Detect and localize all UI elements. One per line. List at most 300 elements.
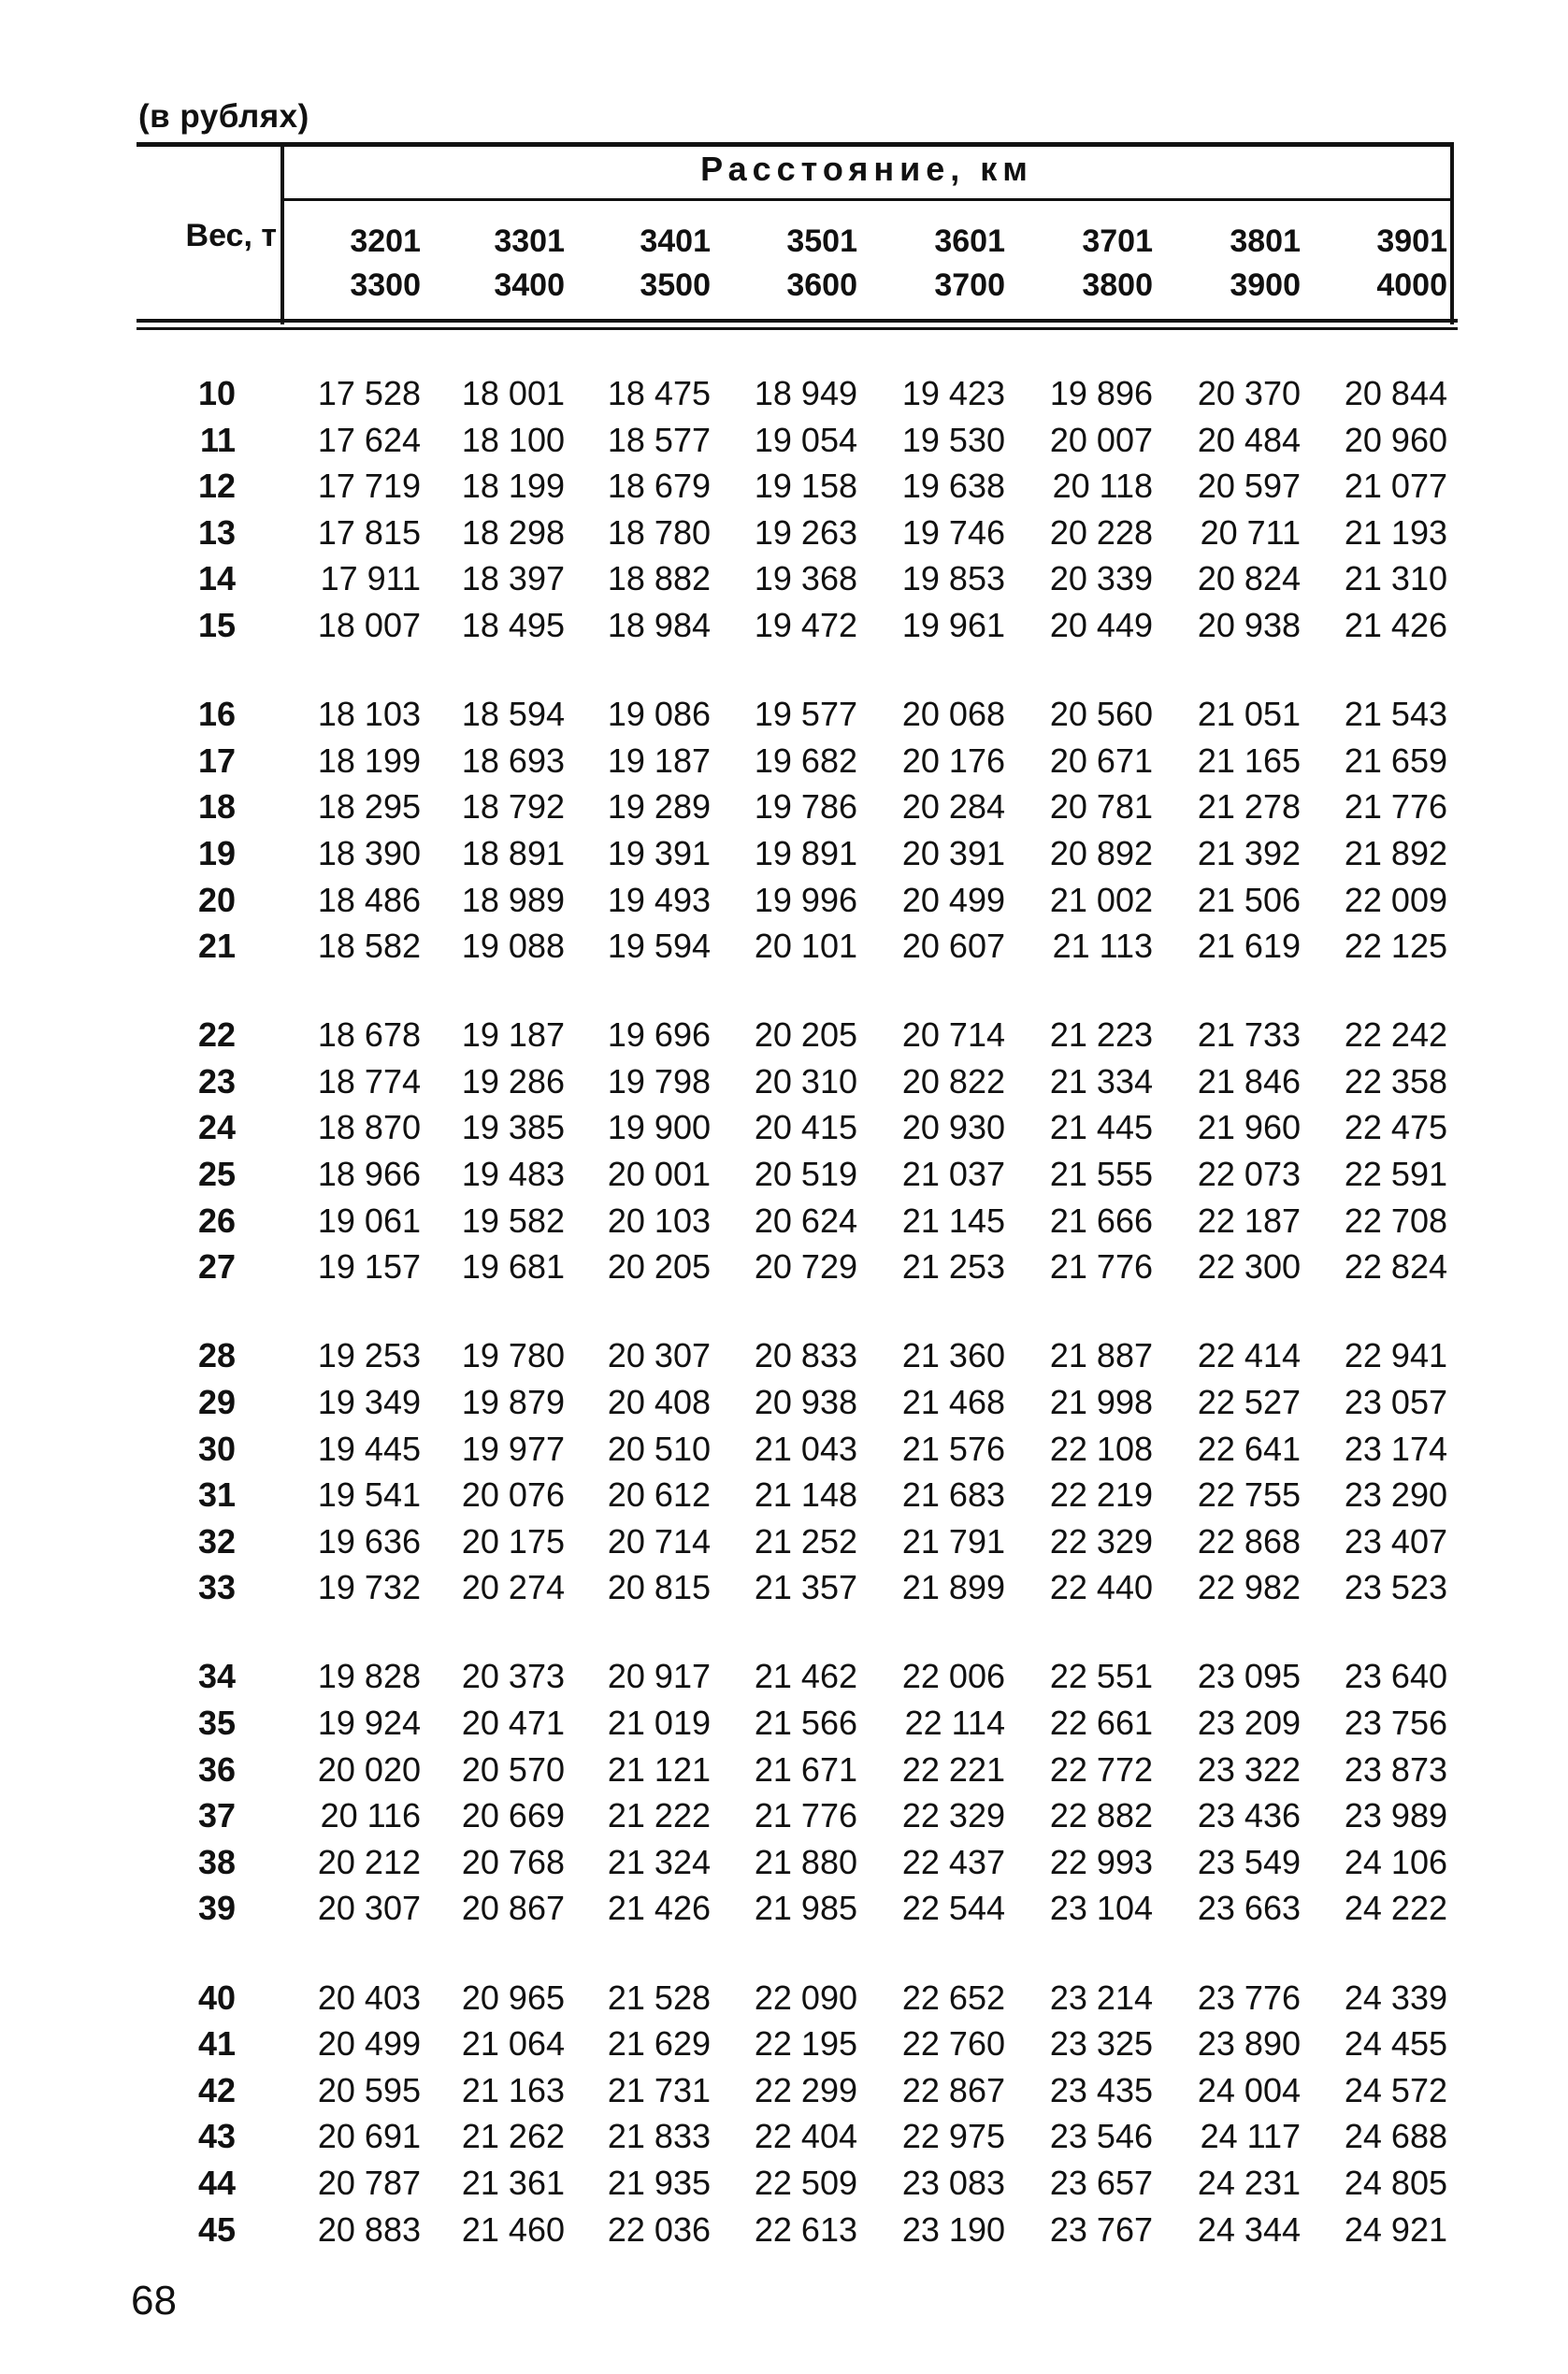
price-cell: 19 896 bbox=[1049, 374, 1153, 412]
price-cell: 22 125 bbox=[1344, 927, 1447, 966]
price-cell: 23 083 bbox=[901, 2163, 1005, 2202]
price-cell: 21 892 bbox=[1344, 833, 1447, 872]
price-cell: 20 714 bbox=[607, 1521, 711, 1561]
price-cell: 20 116 bbox=[320, 1796, 421, 1835]
price-cell: 23 322 bbox=[1197, 1749, 1301, 1789]
price-cell: 22 941 bbox=[1344, 1336, 1447, 1375]
price-cell: 24 222 bbox=[1344, 1889, 1447, 1928]
price-cell: 19 253 bbox=[317, 1336, 421, 1375]
price-cell: 20 510 bbox=[607, 1429, 711, 1468]
price-cell: 21 776 bbox=[1344, 787, 1447, 827]
price-cell: 22 591 bbox=[1344, 1155, 1447, 1193]
price-cell: 20 938 bbox=[1197, 606, 1301, 644]
price-cell: 21 528 bbox=[607, 1978, 711, 2017]
price-cell: 22 090 bbox=[754, 1978, 857, 2017]
price-cell: 20 883 bbox=[317, 2209, 421, 2249]
price-cell: 19 061 bbox=[317, 1201, 421, 1240]
price-cell: 19 349 bbox=[317, 1382, 421, 1421]
price-cell: 21 077 bbox=[1344, 467, 1447, 506]
price-cell: 20 917 bbox=[607, 1657, 711, 1696]
price-cell: 19 961 bbox=[901, 606, 1005, 644]
price-cell: 22 073 bbox=[1197, 1155, 1301, 1193]
price-cell: 23 546 bbox=[1049, 2117, 1153, 2156]
price-cell: 21 880 bbox=[754, 1842, 857, 1881]
price-cell: 21 145 bbox=[901, 1201, 1005, 1240]
price-cell: 20 519 bbox=[754, 1155, 857, 1193]
price-cell: 19 996 bbox=[754, 880, 857, 919]
price-cell: 21 733 bbox=[1197, 1015, 1301, 1055]
price-cell: 20 781 bbox=[1049, 787, 1153, 827]
price-cell: 18 966 bbox=[317, 1155, 421, 1193]
price-cell: 21 935 bbox=[607, 2163, 711, 2202]
price-cell: 21 002 bbox=[1049, 880, 1153, 919]
price-cell: 22 221 bbox=[901, 1749, 1005, 1789]
weight-cell: 43 bbox=[197, 2117, 236, 2156]
price-cell: 21 223 bbox=[1049, 1015, 1153, 1055]
price-cell: 19 187 bbox=[607, 741, 711, 780]
price-cell: 21 360 bbox=[901, 1336, 1005, 1375]
price-cell: 20 370 bbox=[1197, 374, 1301, 412]
weight-cell: 15 bbox=[197, 606, 236, 644]
range-end: 3800 bbox=[1082, 267, 1153, 303]
price-cell: 23 104 bbox=[1049, 1889, 1153, 1928]
price-cell: 20 815 bbox=[607, 1568, 711, 1607]
price-cell: 20 274 bbox=[461, 1568, 565, 1607]
price-cell: 18 199 bbox=[461, 467, 565, 506]
price-cell: 20 212 bbox=[317, 1842, 421, 1881]
price-cell: 19 577 bbox=[754, 695, 857, 734]
price-cell: 23 325 bbox=[1049, 2024, 1153, 2064]
weight-cell: 34 bbox=[197, 1657, 236, 1696]
price-cell: 24 805 bbox=[1344, 2163, 1447, 2202]
price-cell: 18 582 bbox=[317, 927, 421, 966]
price-cell: 21 392 bbox=[1197, 833, 1301, 872]
price-cell: 22 195 bbox=[754, 2024, 857, 2064]
price-cell: 20 671 bbox=[1049, 741, 1153, 780]
price-cell: 19 786 bbox=[754, 787, 857, 827]
price-cell: 22 882 bbox=[1049, 1796, 1153, 1835]
weight-column-header: Вес, т bbox=[185, 218, 277, 253]
price-cell: 21 555 bbox=[1049, 1155, 1153, 1193]
price-cell: 22 036 bbox=[607, 2209, 711, 2249]
price-cell: 18 984 bbox=[607, 606, 711, 644]
weight-cell: 22 bbox=[197, 1015, 236, 1055]
price-cell: 22 755 bbox=[1197, 1475, 1301, 1515]
price-cell: 20 076 bbox=[461, 1475, 565, 1515]
price-cell: 19 423 bbox=[901, 374, 1005, 412]
range-end: 4000 bbox=[1376, 267, 1447, 303]
price-cell: 23 989 bbox=[1344, 1796, 1447, 1835]
price-cell: 23 663 bbox=[1197, 1889, 1301, 1928]
price-cell: 21 619 bbox=[1197, 927, 1301, 966]
price-cell: 23 407 bbox=[1344, 1521, 1447, 1561]
price-cell: 21 222 bbox=[607, 1796, 711, 1835]
price-cell: 21 566 bbox=[754, 1704, 857, 1742]
price-cell: 20 892 bbox=[1049, 833, 1153, 872]
price-cell: 19 088 bbox=[461, 927, 565, 966]
price-cell: 24 344 bbox=[1197, 2209, 1301, 2249]
price-cell: 20 833 bbox=[754, 1336, 857, 1375]
price-cell: 21 776 bbox=[754, 1796, 857, 1835]
price-cell: 21 629 bbox=[607, 2024, 711, 2064]
price-cell: 20 373 bbox=[461, 1657, 565, 1696]
price-cell: 18 103 bbox=[317, 695, 421, 734]
price-cell: 20 103 bbox=[607, 1201, 711, 1240]
distance-header: Расстояние, км bbox=[700, 150, 1033, 188]
price-cell: 20 930 bbox=[901, 1108, 1005, 1147]
price-cell: 23 214 bbox=[1049, 1978, 1153, 2017]
price-cell: 18 594 bbox=[461, 695, 565, 734]
price-cell: 20 624 bbox=[754, 1201, 857, 1240]
weight-cell: 37 bbox=[197, 1796, 236, 1835]
price-cell: 23 640 bbox=[1344, 1657, 1447, 1696]
price-cell: 20 570 bbox=[461, 1749, 565, 1789]
price-cell: 21 163 bbox=[461, 2070, 565, 2109]
price-cell: 22 006 bbox=[901, 1657, 1005, 1696]
price-cell: 18 007 bbox=[317, 606, 421, 644]
price-cell: 22 509 bbox=[754, 2163, 857, 2202]
weight-cell: 41 bbox=[197, 2024, 236, 2064]
price-cell: 21 659 bbox=[1344, 741, 1447, 780]
price-cell: 19 780 bbox=[461, 1336, 565, 1375]
price-cell: 18 774 bbox=[317, 1061, 421, 1101]
price-cell: 22 404 bbox=[754, 2117, 857, 2156]
price-cell: 21 043 bbox=[754, 1429, 857, 1468]
price-cell: 20 307 bbox=[317, 1889, 421, 1928]
price-cell: 21 252 bbox=[754, 1521, 857, 1561]
price-cell: 19 732 bbox=[317, 1568, 421, 1607]
price-cell: 20 844 bbox=[1344, 374, 1447, 412]
price-cell: 22 551 bbox=[1049, 1657, 1153, 1696]
price-cell: 20 787 bbox=[317, 2163, 421, 2202]
price-cell: 23 657 bbox=[1049, 2163, 1153, 2202]
price-cell: 24 572 bbox=[1344, 2070, 1447, 2109]
price-cell: 19 681 bbox=[461, 1247, 565, 1287]
price-cell: 22 440 bbox=[1049, 1568, 1153, 1607]
weight-cell: 17 bbox=[197, 741, 236, 780]
price-cell: 20 205 bbox=[754, 1015, 857, 1055]
price-cell: 22 867 bbox=[901, 2070, 1005, 2109]
price-cell: 22 329 bbox=[901, 1796, 1005, 1835]
price-cell: 18 495 bbox=[461, 606, 565, 644]
price-cell: 21 960 bbox=[1197, 1108, 1301, 1147]
price-cell: 20 729 bbox=[754, 1247, 857, 1287]
weight-cell: 40 bbox=[197, 1978, 236, 2017]
price-cell: 19 187 bbox=[461, 1015, 565, 1055]
price-cell: 19 682 bbox=[754, 741, 857, 780]
price-cell: 22 187 bbox=[1197, 1201, 1301, 1240]
price-cell: 18 390 bbox=[317, 833, 421, 872]
weight-cell: 26 bbox=[197, 1201, 236, 1240]
price-cell: 20 595 bbox=[317, 2070, 421, 2109]
price-cell: 20 068 bbox=[901, 695, 1005, 734]
price-cell: 20 597 bbox=[1197, 467, 1301, 506]
price-cell: 20 965 bbox=[461, 1978, 565, 2017]
price-cell: 18 882 bbox=[607, 559, 711, 598]
price-cell: 20 310 bbox=[754, 1061, 857, 1101]
price-cell: 21 671 bbox=[754, 1749, 857, 1789]
price-cell: 23 756 bbox=[1344, 1704, 1447, 1742]
price-cell: 22 661 bbox=[1049, 1704, 1153, 1742]
price-cell: 18 792 bbox=[461, 787, 565, 827]
range-end: 3700 bbox=[934, 267, 1005, 303]
price-cell: 23 776 bbox=[1197, 1978, 1301, 2017]
weight-cell: 11 bbox=[199, 420, 236, 459]
price-cell: 20 499 bbox=[901, 880, 1005, 919]
weight-cell: 31 bbox=[197, 1475, 236, 1515]
price-cell: 20 449 bbox=[1049, 606, 1153, 644]
price-cell: 19 493 bbox=[607, 880, 711, 919]
price-cell: 18 891 bbox=[461, 833, 565, 872]
price-cell: 19 086 bbox=[607, 695, 711, 734]
range-end: 3400 bbox=[494, 267, 565, 303]
price-cell: 18 001 bbox=[461, 374, 565, 412]
range-start: 3601 bbox=[934, 223, 1005, 259]
price-cell: 20 711 bbox=[1200, 512, 1301, 552]
price-cell: 19 391 bbox=[607, 833, 711, 872]
range-start: 3501 bbox=[786, 223, 857, 259]
price-cell: 24 117 bbox=[1200, 2117, 1301, 2156]
price-cell: 21 148 bbox=[754, 1475, 857, 1515]
price-cell: 18 949 bbox=[754, 374, 857, 412]
weight-cell: 10 bbox=[197, 374, 236, 412]
price-cell: 19 594 bbox=[607, 927, 711, 966]
price-cell: 22 108 bbox=[1049, 1429, 1153, 1468]
price-cell: 19 483 bbox=[461, 1155, 565, 1193]
price-cell: 20 284 bbox=[901, 787, 1005, 827]
price-cell: 23 290 bbox=[1344, 1475, 1447, 1515]
weight-cell: 29 bbox=[197, 1382, 236, 1421]
price-cell: 22 652 bbox=[901, 1978, 1005, 2017]
price-cell: 23 057 bbox=[1344, 1382, 1447, 1421]
price-cell: 20 228 bbox=[1049, 512, 1153, 552]
weight-cell: 44 bbox=[197, 2163, 236, 2202]
price-cell: 23 435 bbox=[1049, 2070, 1153, 2109]
price-cell: 21 462 bbox=[754, 1657, 857, 1696]
price-cell: 18 295 bbox=[317, 787, 421, 827]
price-cell: 21 278 bbox=[1197, 787, 1301, 827]
price-cell: 19 157 bbox=[317, 1247, 421, 1287]
price-cell: 23 549 bbox=[1197, 1842, 1301, 1881]
price-cell: 24 106 bbox=[1344, 1842, 1447, 1881]
price-cell: 21 165 bbox=[1197, 741, 1301, 780]
weight-cell: 32 bbox=[197, 1521, 236, 1561]
price-cell: 23 873 bbox=[1344, 1749, 1447, 1789]
price-cell: 20 938 bbox=[754, 1382, 857, 1421]
range-end: 3900 bbox=[1230, 267, 1301, 303]
range-end: 3600 bbox=[786, 267, 857, 303]
price-cell: 18 870 bbox=[317, 1108, 421, 1147]
price-cell: 21 121 bbox=[607, 1749, 711, 1789]
price-cell: 21 506 bbox=[1197, 880, 1301, 919]
price-cell: 21 113 bbox=[1052, 927, 1153, 966]
price-cell: 22 708 bbox=[1344, 1201, 1447, 1240]
price-cell: 21 051 bbox=[1197, 695, 1301, 734]
price-cell: 20 714 bbox=[901, 1015, 1005, 1055]
price-cell: 22 329 bbox=[1049, 1521, 1153, 1561]
price-cell: 22 527 bbox=[1197, 1382, 1301, 1421]
price-cell: 17 528 bbox=[317, 374, 421, 412]
price-cell: 21 460 bbox=[461, 2209, 565, 2249]
price-cell: 20 824 bbox=[1197, 559, 1301, 598]
price-cell: 22 219 bbox=[1049, 1475, 1153, 1515]
price-cell: 18 679 bbox=[607, 467, 711, 506]
price-cell: 19 879 bbox=[461, 1382, 565, 1421]
range-start: 3201 bbox=[350, 223, 421, 259]
weight-cell: 30 bbox=[197, 1429, 236, 1468]
price-cell: 19 696 bbox=[607, 1015, 711, 1055]
price-cell: 20 339 bbox=[1049, 559, 1153, 598]
price-cell: 20 471 bbox=[461, 1704, 565, 1742]
price-cell: 19 472 bbox=[754, 606, 857, 644]
price-cell: 17 719 bbox=[317, 467, 421, 506]
price-cell: 18 678 bbox=[317, 1015, 421, 1055]
price-cell: 19 263 bbox=[754, 512, 857, 552]
weight-cell: 20 bbox=[197, 880, 236, 919]
price-cell: 19 385 bbox=[461, 1108, 565, 1147]
weight-cell: 42 bbox=[197, 2070, 236, 2109]
weight-cell: 24 bbox=[197, 1108, 236, 1147]
price-cell: 22 475 bbox=[1344, 1108, 1447, 1147]
price-cell: 21 731 bbox=[607, 2070, 711, 2109]
price-cell: 24 004 bbox=[1197, 2070, 1301, 2109]
price-cell: 20 867 bbox=[461, 1889, 565, 1928]
price-cell: 20 560 bbox=[1049, 695, 1153, 734]
price-cell: 21 776 bbox=[1049, 1247, 1153, 1287]
price-cell: 22 300 bbox=[1197, 1247, 1301, 1287]
price-cell: 24 455 bbox=[1344, 2024, 1447, 2064]
weight-cell: 25 bbox=[197, 1155, 236, 1193]
price-cell: 21 887 bbox=[1049, 1336, 1153, 1375]
price-cell: 20 403 bbox=[317, 1978, 421, 2017]
price-cell: 22 772 bbox=[1049, 1749, 1153, 1789]
price-cell: 20 669 bbox=[461, 1796, 565, 1835]
price-cell: 20 118 bbox=[1052, 467, 1153, 506]
price-cell: 19 636 bbox=[317, 1521, 421, 1561]
price-cell: 24 688 bbox=[1344, 2117, 1447, 2156]
price-cell: 22 242 bbox=[1344, 1015, 1447, 1055]
price-cell: 19 289 bbox=[607, 787, 711, 827]
price-cell: 23 190 bbox=[901, 2209, 1005, 2249]
price-cell: 18 989 bbox=[461, 880, 565, 919]
weight-cell: 16 bbox=[197, 695, 236, 734]
price-cell: 19 853 bbox=[901, 559, 1005, 598]
price-cell: 23 095 bbox=[1197, 1657, 1301, 1696]
price-cell: 21 019 bbox=[607, 1704, 711, 1742]
price-cell: 19 891 bbox=[754, 833, 857, 872]
price-cell: 20 960 bbox=[1344, 420, 1447, 459]
range-start: 3801 bbox=[1230, 223, 1301, 259]
weight-cell: 39 bbox=[197, 1889, 236, 1928]
price-cell: 21 899 bbox=[901, 1568, 1005, 1607]
price-cell: 20 612 bbox=[607, 1475, 711, 1515]
price-cell: 19 924 bbox=[317, 1704, 421, 1742]
price-cell: 20 484 bbox=[1197, 420, 1301, 459]
price-cell: 21 426 bbox=[1344, 606, 1447, 644]
price-cell: 20 607 bbox=[901, 927, 1005, 966]
price-cell: 21 998 bbox=[1049, 1382, 1153, 1421]
price-cell: 18 298 bbox=[461, 512, 565, 552]
price-cell: 21 324 bbox=[607, 1842, 711, 1881]
price-cell: 18 486 bbox=[317, 880, 421, 919]
price-cell: 18 577 bbox=[607, 420, 711, 459]
range-start: 3701 bbox=[1082, 223, 1153, 259]
price-cell: 22 009 bbox=[1344, 880, 1447, 919]
price-cell: 17 624 bbox=[317, 420, 421, 459]
price-cell: 21 666 bbox=[1049, 1201, 1153, 1240]
price-cell: 18 397 bbox=[461, 559, 565, 598]
price-cell: 20 307 bbox=[607, 1336, 711, 1375]
weight-cell: 45 bbox=[197, 2209, 236, 2249]
price-cell: 22 414 bbox=[1197, 1336, 1301, 1375]
price-cell: 19 158 bbox=[754, 467, 857, 506]
price-cell: 20 822 bbox=[901, 1061, 1005, 1101]
price-cell: 20 001 bbox=[607, 1155, 711, 1193]
price-cell: 19 582 bbox=[461, 1201, 565, 1240]
price-cell: 24 231 bbox=[1197, 2163, 1301, 2202]
page-number: 68 bbox=[131, 2278, 177, 2324]
price-cell: 23 436 bbox=[1197, 1796, 1301, 1835]
price-cell: 21 683 bbox=[901, 1475, 1005, 1515]
price-cell: 20 175 bbox=[461, 1521, 565, 1561]
price-cell: 21 310 bbox=[1344, 559, 1447, 598]
price-cell: 20 391 bbox=[901, 833, 1005, 872]
price-cell: 19 530 bbox=[901, 420, 1005, 459]
price-cell: 18 780 bbox=[607, 512, 711, 552]
price-cell: 24 921 bbox=[1344, 2209, 1447, 2249]
price-cell: 18 199 bbox=[317, 741, 421, 780]
price-cell: 22 358 bbox=[1344, 1061, 1447, 1101]
price-cell: 22 982 bbox=[1197, 1568, 1301, 1607]
weight-cell: 14 bbox=[197, 559, 236, 598]
price-cell: 20 691 bbox=[317, 2117, 421, 2156]
price-cell: 22 544 bbox=[901, 1889, 1005, 1928]
range-start: 3401 bbox=[640, 223, 711, 259]
range-end: 3300 bbox=[350, 267, 421, 303]
price-cell: 22 299 bbox=[754, 2070, 857, 2109]
price-cell: 19 900 bbox=[607, 1108, 711, 1147]
price-cell: 20 176 bbox=[901, 741, 1005, 780]
table-caption: (в рублях) bbox=[138, 98, 309, 135]
price-cell: 22 975 bbox=[901, 2117, 1005, 2156]
price-cell: 21 357 bbox=[754, 1568, 857, 1607]
price-cell: 22 760 bbox=[901, 2024, 1005, 2064]
price-cell: 20 768 bbox=[461, 1842, 565, 1881]
price-cell: 21 846 bbox=[1197, 1061, 1301, 1101]
weight-cell: 33 bbox=[197, 1568, 236, 1607]
price-cell: 20 408 bbox=[607, 1382, 711, 1421]
range-end: 3500 bbox=[640, 267, 711, 303]
price-cell: 18 475 bbox=[607, 374, 711, 412]
price-cell: 17 911 bbox=[320, 559, 421, 598]
range-start: 3301 bbox=[494, 223, 565, 259]
price-cell: 19 286 bbox=[461, 1061, 565, 1101]
price-cell: 23 174 bbox=[1344, 1429, 1447, 1468]
price-cell: 23 523 bbox=[1344, 1568, 1447, 1607]
price-cell: 19 638 bbox=[901, 467, 1005, 506]
weight-cell: 13 bbox=[197, 512, 236, 552]
price-cell: 22 824 bbox=[1344, 1247, 1447, 1287]
price-cell: 21 334 bbox=[1049, 1061, 1153, 1101]
price-cell: 23 890 bbox=[1197, 2024, 1301, 2064]
weight-cell: 12 bbox=[197, 467, 236, 506]
price-cell: 22 613 bbox=[754, 2209, 857, 2249]
price-cell: 22 114 bbox=[904, 1704, 1005, 1742]
weight-cell: 27 bbox=[197, 1247, 236, 1287]
price-cell: 21 445 bbox=[1049, 1108, 1153, 1147]
price-cell: 21 576 bbox=[901, 1429, 1005, 1468]
price-cell: 20 415 bbox=[754, 1108, 857, 1147]
